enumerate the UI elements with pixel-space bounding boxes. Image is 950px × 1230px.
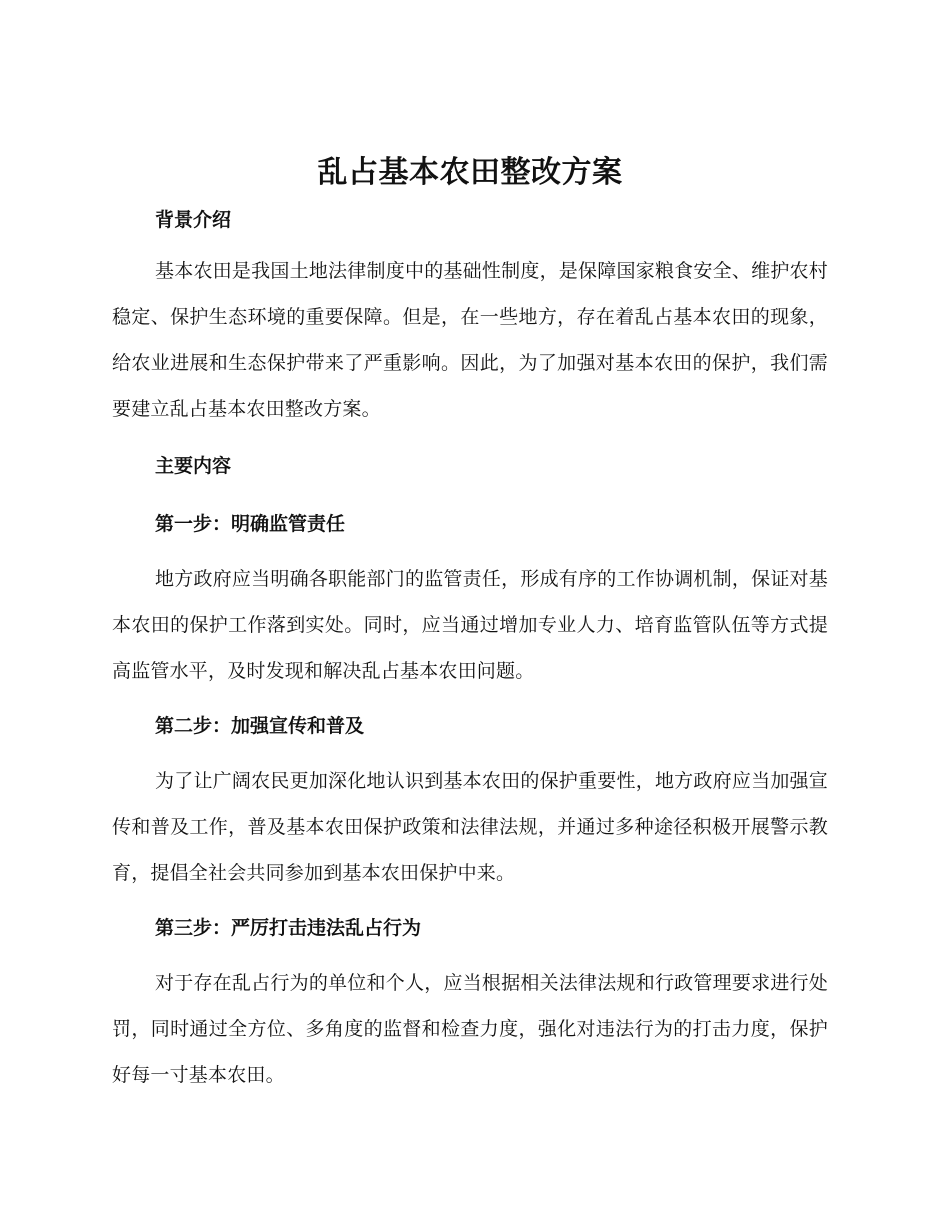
step-paragraph-2: 为了让广阔农民更加深化地认识到基本农田的保护重要性，地方政府应当加强宣传和普及工作，普及基本农田保护政策和法律法规，并通过多种途径积极开展警示教育，提倡全社会共同参加到基本农田保护中来。 <box>112 770 828 884</box>
step-paragraph-1: 地方政府应当明确各职能部门的监管责任，形成有序的工作协调机制，保证对基本农田的保护工作落到实处。同时，应当通过增加专业人力、培育监管队伍等方式提高监管水平，及时发现和解决乱占基本农田问题。 <box>112 568 828 682</box>
section-heading-background: 背景介绍 <box>155 209 232 231</box>
document-body <box>112 150 828 1098</box>
step-heading-3: 第三步：严厉打击违法乱占行为 <box>155 917 422 939</box>
step-heading-2: 第二步：加强宣传和普及 <box>155 715 365 737</box>
section-paragraph-background: 基本农田是我国土地法律制度中的基础性制度，是保障国家粮食安全、维护农村稳定、保护生态环境的重要保障。但是，在一些地方，存在着乱占基本农田的现象，给农业进展和生态保护带来了严重影响。因此，为了加强对基本农田的保护，我们需要建立乱占基本农田整改方案。 <box>112 260 828 420</box>
section-heading-main-content: 主要内容 <box>155 455 232 477</box>
step-paragraph-3: 对于存在乱占行为的单位和个人，应当根据相关法律法规和行政管理要求进行处罚，同时通过全方位、多角度的监督和检查力度，强化对违法行为的打击力度，保护好每一寸基本农田。 <box>112 972 828 1086</box>
document-title: 乱占基本农田整改方案 <box>317 155 623 190</box>
step-heading-1: 第一步：明确监管责任 <box>155 513 346 535</box>
